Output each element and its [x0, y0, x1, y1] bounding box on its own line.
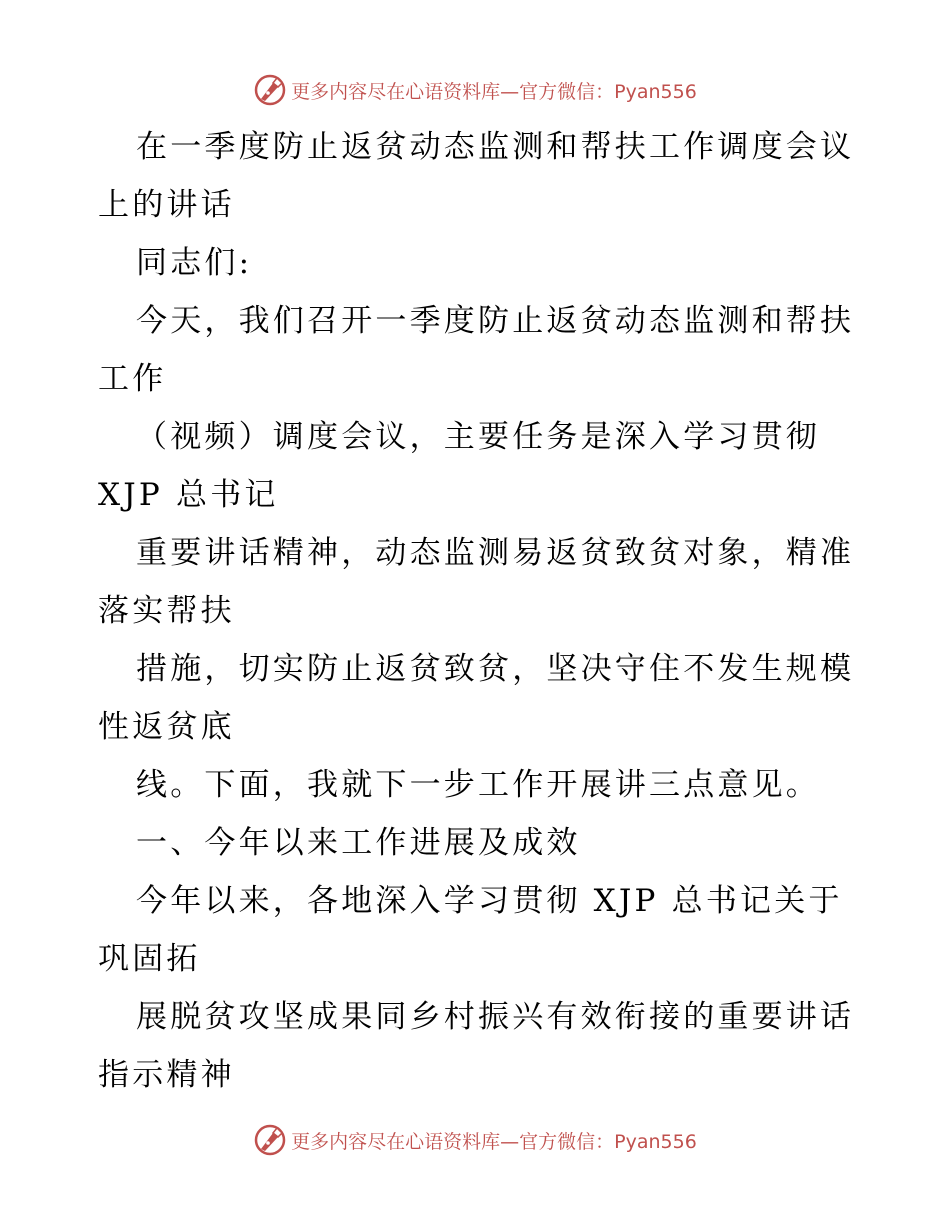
- document-line: 在一季度防止返贫动态监测和帮扶工作调度会议: [136, 129, 855, 165]
- watermark-text: 更多内容尽在心语资料库—官方微信：Pyan556: [291, 1130, 697, 1153]
- document-line: （视频）调度会议，主要任务是深入学习贯彻: [136, 419, 820, 455]
- document-line: 今年以来，各地深入学习贯彻 XJP 总书记关于: [136, 883, 843, 919]
- document-line: 重要讲话精神，动态监测易返贫致贫对象，精准: [136, 535, 855, 571]
- document-line: 措施，切实防止返贫致贫，坚决守住不发生规模: [136, 651, 855, 687]
- document-line: XJP 总书记: [98, 477, 279, 513]
- watermark-text: 更多内容尽在心语资料库—官方微信：Pyan556: [291, 80, 697, 103]
- document-line: 今天，我们召开一季度防止返贫动态监测和帮扶: [136, 303, 855, 339]
- pen-nib-logo-icon: [253, 1123, 287, 1157]
- document-line: 巩固拓: [98, 941, 201, 977]
- document-line: 指示精神: [98, 1057, 235, 1093]
- document-line: 展脱贫攻坚成果同乡村振兴有效衔接的重要讲话: [136, 999, 855, 1035]
- document-line: 工作: [98, 361, 167, 397]
- pen-nib-logo-icon: [253, 73, 287, 107]
- document-line: 落实帮扶: [98, 593, 235, 629]
- document-line: 一、今年以来工作进展及成效: [136, 825, 581, 861]
- document-line: 同志们:: [136, 245, 253, 281]
- document-body: [98, 118, 858, 1104]
- document-line: 性返贫底: [98, 709, 235, 745]
- footer-watermark-banner: [0, 1120, 950, 1160]
- header-watermark-banner: [0, 70, 950, 110]
- document-line: 线。下面，我就下一步工作开展讲三点意见。: [136, 767, 820, 803]
- document-line: 上的讲话: [98, 187, 235, 223]
